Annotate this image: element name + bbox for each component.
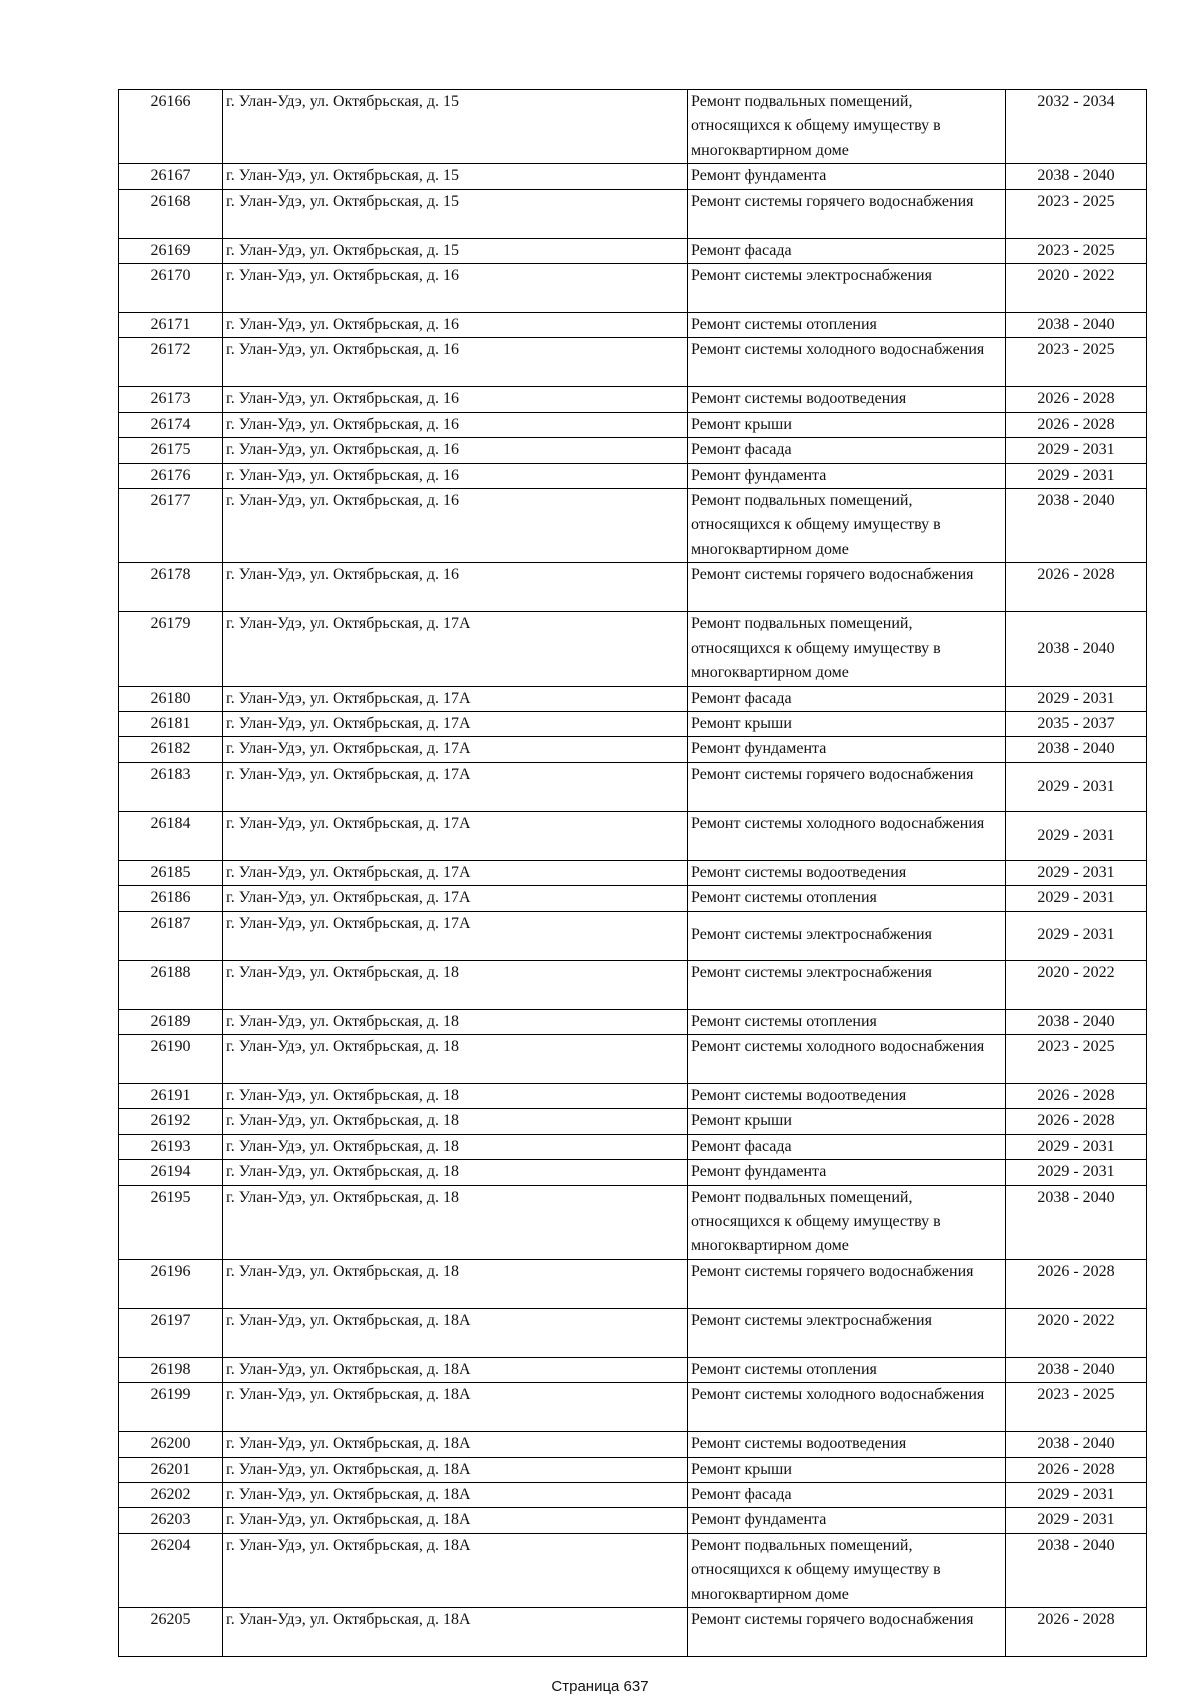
row-number: 26193 bbox=[119, 1134, 223, 1159]
work-type-cell: Ремонт системы электроснабжения bbox=[688, 1308, 1006, 1357]
table-row bbox=[119, 164, 1147, 189]
work-type-cell: Ремонт фасада bbox=[688, 238, 1006, 263]
work-type-cell: Ремонт системы холодного водоснабжения bbox=[688, 338, 1006, 387]
address-cell: г. Улан-Удэ, ул. Октябрьская, д. 18А bbox=[223, 1533, 688, 1607]
period-cell: 2023 - 2025 bbox=[1006, 1034, 1147, 1083]
work-type-cell: Ремонт фасада bbox=[688, 1134, 1006, 1159]
work-type-cell: Ремонт фундамента bbox=[688, 164, 1006, 189]
table-row bbox=[119, 1109, 1147, 1134]
row-number: 26205 bbox=[119, 1608, 223, 1657]
work-type-cell: Ремонт системы отопления bbox=[688, 1009, 1006, 1034]
work-type-cell: Ремонт системы электроснабжения bbox=[688, 960, 1006, 1009]
table-row bbox=[119, 1259, 1147, 1308]
row-number: 26168 bbox=[119, 189, 223, 238]
address-cell: г. Улан-Удэ, ул. Октябрьская, д. 18А bbox=[223, 1357, 688, 1382]
row-number: 26174 bbox=[119, 412, 223, 437]
table-row bbox=[119, 463, 1147, 488]
row-number: 26202 bbox=[119, 1483, 223, 1508]
row-number: 26186 bbox=[119, 886, 223, 911]
table-row bbox=[119, 762, 1147, 811]
table-row bbox=[119, 387, 1147, 412]
address-cell: г. Улан-Удэ, ул. Октябрьская, д. 17А bbox=[223, 737, 688, 762]
row-number: 26176 bbox=[119, 463, 223, 488]
period-cell: 2020 - 2022 bbox=[1006, 1308, 1147, 1357]
work-type-cell: Ремонт крыши bbox=[688, 711, 1006, 736]
period-cell: 2038 - 2040 bbox=[1006, 1432, 1147, 1457]
work-type-cell: Ремонт системы электроснабжения bbox=[688, 264, 1006, 313]
work-type-cell: Ремонт системы горячего водоснабжения bbox=[688, 762, 1006, 811]
period-cell: 2020 - 2022 bbox=[1006, 960, 1147, 1009]
row-number: 26191 bbox=[119, 1083, 223, 1108]
table-row bbox=[119, 960, 1147, 1009]
period-cell: 2038 - 2040 bbox=[1006, 1357, 1147, 1382]
period-cell: 2023 - 2025 bbox=[1006, 338, 1147, 387]
work-type-cell: Ремонт подвальных помещений, относящихся к общему имуществу в многоквартирном доме bbox=[688, 612, 1006, 686]
table-row bbox=[119, 1533, 1147, 1607]
row-number: 26172 bbox=[119, 338, 223, 387]
address-cell: г. Улан-Удэ, ул. Октябрьская, д. 18 bbox=[223, 1160, 688, 1185]
table-body bbox=[119, 90, 1147, 1657]
period-cell: 2026 - 2028 bbox=[1006, 1259, 1147, 1308]
address-cell: г. Улан-Удэ, ул. Октябрьская, д. 15 bbox=[223, 189, 688, 238]
work-type-cell: Ремонт подвальных помещений, относящихся к общему имуществу в многоквартирном доме bbox=[688, 489, 1006, 563]
row-number: 26177 bbox=[119, 489, 223, 563]
period-cell: 2038 - 2040 bbox=[1006, 737, 1147, 762]
work-type-cell: Ремонт крыши bbox=[688, 412, 1006, 437]
table-row bbox=[119, 563, 1147, 612]
address-cell: г. Улан-Удэ, ул. Октябрьская, д. 18 bbox=[223, 1034, 688, 1083]
period-cell: 2038 - 2040 bbox=[1006, 1009, 1147, 1034]
address-cell: г. Улан-Удэ, ул. Октябрьская, д. 16 bbox=[223, 438, 688, 463]
page-number: Страница 637 bbox=[551, 1678, 649, 1695]
row-number: 26203 bbox=[119, 1508, 223, 1533]
period-cell: 2038 - 2040 bbox=[1006, 1533, 1147, 1607]
row-number: 26183 bbox=[119, 762, 223, 811]
row-number: 26192 bbox=[119, 1109, 223, 1134]
address-cell: г. Улан-Удэ, ул. Октябрьская, д. 18А bbox=[223, 1432, 688, 1457]
work-type-cell: Ремонт фасада bbox=[688, 1483, 1006, 1508]
row-number: 26181 bbox=[119, 711, 223, 736]
period-cell: 2038 - 2040 bbox=[1006, 489, 1147, 563]
work-type-cell: Ремонт системы отопления bbox=[688, 1357, 1006, 1382]
row-number: 26197 bbox=[119, 1308, 223, 1357]
work-type-cell: Ремонт фасада bbox=[688, 686, 1006, 711]
address-cell: г. Улан-Удэ, ул. Октябрьская, д. 18 bbox=[223, 1109, 688, 1134]
table-row bbox=[119, 1432, 1147, 1457]
table-row bbox=[119, 1185, 1147, 1259]
row-number: 26166 bbox=[119, 90, 223, 164]
work-type-cell: Ремонт фундамента bbox=[688, 1160, 1006, 1185]
work-type-cell: Ремонт системы холодного водоснабжения bbox=[688, 1383, 1006, 1432]
table-row bbox=[119, 1009, 1147, 1034]
row-number: 26179 bbox=[119, 612, 223, 686]
period-cell: 2035 - 2037 bbox=[1006, 711, 1147, 736]
address-cell: г. Улан-Удэ, ул. Октябрьская, д. 17А bbox=[223, 762, 688, 811]
table-row bbox=[119, 1160, 1147, 1185]
address-cell: г. Улан-Удэ, ул. Октябрьская, д. 17А bbox=[223, 886, 688, 911]
table-row bbox=[119, 313, 1147, 338]
row-number: 26201 bbox=[119, 1457, 223, 1482]
period-cell: 2038 - 2040 bbox=[1006, 612, 1147, 686]
table-row bbox=[119, 1308, 1147, 1357]
table-row bbox=[119, 90, 1147, 164]
work-type-cell: Ремонт фасада bbox=[688, 438, 1006, 463]
address-cell: г. Улан-Удэ, ул. Октябрьская, д. 17А bbox=[223, 811, 688, 860]
work-type-cell: Ремонт системы водоотведения bbox=[688, 1083, 1006, 1108]
period-cell: 2029 - 2031 bbox=[1006, 438, 1147, 463]
work-type-cell: Ремонт системы отопления bbox=[688, 886, 1006, 911]
work-type-cell: Ремонт системы отопления bbox=[688, 313, 1006, 338]
work-type-cell: Ремонт системы водоотведения bbox=[688, 1432, 1006, 1457]
work-type-cell: Ремонт подвальных помещений, относящихся к общему имуществу в многоквартирном доме bbox=[688, 1185, 1006, 1259]
table-row bbox=[119, 737, 1147, 762]
period-cell: 2020 - 2022 bbox=[1006, 264, 1147, 313]
address-cell: г. Улан-Удэ, ул. Октябрьская, д. 16 bbox=[223, 489, 688, 563]
address-cell: г. Улан-Удэ, ул. Октябрьская, д. 16 bbox=[223, 387, 688, 412]
address-cell: г. Улан-Удэ, ул. Октябрьская, д. 16 bbox=[223, 563, 688, 612]
period-cell: 2026 - 2028 bbox=[1006, 1457, 1147, 1482]
address-cell: г. Улан-Удэ, ул. Октябрьская, д. 15 bbox=[223, 238, 688, 263]
period-cell: 2038 - 2040 bbox=[1006, 1185, 1147, 1259]
table-row bbox=[119, 1083, 1147, 1108]
period-cell: 2029 - 2031 bbox=[1006, 1160, 1147, 1185]
period-cell: 2032 - 2034 bbox=[1006, 90, 1147, 164]
address-cell: г. Улан-Удэ, ул. Октябрьская, д. 16 bbox=[223, 463, 688, 488]
period-cell: 2023 - 2025 bbox=[1006, 238, 1147, 263]
table-row bbox=[119, 264, 1147, 313]
row-number: 26178 bbox=[119, 563, 223, 612]
address-cell: г. Улан-Удэ, ул. Октябрьская, д. 18А bbox=[223, 1457, 688, 1482]
period-cell: 2038 - 2040 bbox=[1006, 164, 1147, 189]
address-cell: г. Улан-Удэ, ул. Октябрьская, д. 18 bbox=[223, 1134, 688, 1159]
work-type-cell: Ремонт системы электроснабжения bbox=[688, 911, 1006, 960]
work-type-cell: Ремонт системы водоотведения bbox=[688, 860, 1006, 885]
address-cell: г. Улан-Удэ, ул. Октябрьская, д. 17А bbox=[223, 911, 688, 960]
table-row bbox=[119, 489, 1147, 563]
row-number: 26199 bbox=[119, 1383, 223, 1432]
address-cell: г. Улан-Удэ, ул. Октябрьская, д. 18 bbox=[223, 1259, 688, 1308]
table-row bbox=[119, 1457, 1147, 1482]
row-number: 26184 bbox=[119, 811, 223, 860]
table-row bbox=[119, 1034, 1147, 1083]
work-type-cell: Ремонт системы водоотведения bbox=[688, 387, 1006, 412]
row-number: 26182 bbox=[119, 737, 223, 762]
period-cell: 2029 - 2031 bbox=[1006, 686, 1147, 711]
table-row bbox=[119, 438, 1147, 463]
work-type-cell: Ремонт системы горячего водоснабжения bbox=[688, 563, 1006, 612]
period-cell: 2029 - 2031 bbox=[1006, 811, 1147, 860]
work-type-cell: Ремонт подвальных помещений, относящихся к общему имуществу в многоквартирном доме bbox=[688, 1533, 1006, 1607]
table-row bbox=[119, 811, 1147, 860]
table-row bbox=[119, 686, 1147, 711]
address-cell: г. Улан-Удэ, ул. Октябрьская, д. 15 bbox=[223, 90, 688, 164]
period-cell: 2029 - 2031 bbox=[1006, 860, 1147, 885]
address-cell: г. Улан-Удэ, ул. Октябрьская, д. 17А bbox=[223, 686, 688, 711]
work-type-cell: Ремонт фундамента bbox=[688, 737, 1006, 762]
table-row bbox=[119, 886, 1147, 911]
row-number: 26189 bbox=[119, 1009, 223, 1034]
work-type-cell: Ремонт крыши bbox=[688, 1457, 1006, 1482]
period-cell: 2026 - 2028 bbox=[1006, 1109, 1147, 1134]
period-cell: 2026 - 2028 bbox=[1006, 1608, 1147, 1657]
row-number: 26175 bbox=[119, 438, 223, 463]
table-row bbox=[119, 860, 1147, 885]
period-cell: 2029 - 2031 bbox=[1006, 1134, 1147, 1159]
row-number: 26180 bbox=[119, 686, 223, 711]
work-type-cell: Ремонт системы горячего водоснабжения bbox=[688, 1259, 1006, 1308]
table-row bbox=[119, 911, 1147, 960]
address-cell: г. Улан-Удэ, ул. Октябрьская, д. 18А bbox=[223, 1308, 688, 1357]
period-cell: 2029 - 2031 bbox=[1006, 1483, 1147, 1508]
address-cell: г. Улан-Удэ, ул. Октябрьская, д. 16 bbox=[223, 313, 688, 338]
table-row bbox=[119, 238, 1147, 263]
address-cell: г. Улан-Удэ, ул. Октябрьская, д. 18А bbox=[223, 1508, 688, 1533]
work-type-cell: Ремонт системы горячего водоснабжения bbox=[688, 189, 1006, 238]
row-number: 26204 bbox=[119, 1533, 223, 1607]
table-row bbox=[119, 189, 1147, 238]
address-cell: г. Улан-Удэ, ул. Октябрьская, д. 17А bbox=[223, 612, 688, 686]
address-cell: г. Улан-Удэ, ул. Октябрьская, д. 18 bbox=[223, 1083, 688, 1108]
table-row bbox=[119, 1508, 1147, 1533]
row-number: 26170 bbox=[119, 264, 223, 313]
work-type-cell: Ремонт фундамента bbox=[688, 1508, 1006, 1533]
period-cell: 2023 - 2025 bbox=[1006, 1383, 1147, 1432]
work-type-cell: Ремонт подвальных помещений, относящихся к общему имуществу в многоквартирном доме bbox=[688, 90, 1006, 164]
row-number: 26187 bbox=[119, 911, 223, 960]
period-cell: 2029 - 2031 bbox=[1006, 463, 1147, 488]
row-number: 26169 bbox=[119, 238, 223, 263]
row-number: 26190 bbox=[119, 1034, 223, 1083]
row-number: 26171 bbox=[119, 313, 223, 338]
address-cell: г. Улан-Удэ, ул. Октябрьская, д. 18 bbox=[223, 1185, 688, 1259]
period-cell: 2026 - 2028 bbox=[1006, 387, 1147, 412]
row-number: 26195 bbox=[119, 1185, 223, 1259]
address-cell: г. Улан-Удэ, ул. Октябрьская, д. 18А bbox=[223, 1608, 688, 1657]
address-cell: г. Улан-Удэ, ул. Октябрьская, д. 17А bbox=[223, 711, 688, 736]
address-cell: г. Улан-Удэ, ул. Октябрьская, д. 15 bbox=[223, 164, 688, 189]
table-row bbox=[119, 412, 1147, 437]
table-row bbox=[119, 1608, 1147, 1657]
row-number: 26194 bbox=[119, 1160, 223, 1185]
period-cell: 2026 - 2028 bbox=[1006, 1083, 1147, 1108]
row-number: 26185 bbox=[119, 860, 223, 885]
period-cell: 2026 - 2028 bbox=[1006, 412, 1147, 437]
work-type-cell: Ремонт фундамента bbox=[688, 463, 1006, 488]
address-cell: г. Улан-Удэ, ул. Октябрьская, д. 18А bbox=[223, 1383, 688, 1432]
address-cell: г. Улан-Удэ, ул. Октябрьская, д. 16 bbox=[223, 264, 688, 313]
table-row bbox=[119, 1134, 1147, 1159]
table-row bbox=[119, 338, 1147, 387]
table-row bbox=[119, 1357, 1147, 1382]
period-cell: 2029 - 2031 bbox=[1006, 886, 1147, 911]
address-cell: г. Улан-Удэ, ул. Октябрьская, д. 17А bbox=[223, 860, 688, 885]
table-row bbox=[119, 711, 1147, 736]
address-cell: г. Улан-Удэ, ул. Октябрьская, д. 18 bbox=[223, 1009, 688, 1034]
work-type-cell: Ремонт системы холодного водоснабжения bbox=[688, 1034, 1006, 1083]
address-cell: г. Улан-Удэ, ул. Октябрьская, д. 18 bbox=[223, 960, 688, 1009]
period-cell: 2029 - 2031 bbox=[1006, 1508, 1147, 1533]
row-number: 26198 bbox=[119, 1357, 223, 1382]
row-number: 26167 bbox=[119, 164, 223, 189]
work-type-cell: Ремонт системы холодного водоснабжения bbox=[688, 811, 1006, 860]
period-cell: 2023 - 2025 bbox=[1006, 189, 1147, 238]
period-cell: 2026 - 2028 bbox=[1006, 563, 1147, 612]
period-cell: 2029 - 2031 bbox=[1006, 911, 1147, 960]
address-cell: г. Улан-Удэ, ул. Октябрьская, д. 16 bbox=[223, 412, 688, 437]
repair-schedule-table bbox=[118, 89, 1147, 1657]
work-type-cell: Ремонт системы горячего водоснабжения bbox=[688, 1608, 1006, 1657]
row-number: 26200 bbox=[119, 1432, 223, 1457]
work-type-cell: Ремонт крыши bbox=[688, 1109, 1006, 1134]
address-cell: г. Улан-Удэ, ул. Октябрьская, д. 16 bbox=[223, 338, 688, 387]
table-row bbox=[119, 1383, 1147, 1432]
row-number: 26188 bbox=[119, 960, 223, 1009]
row-number: 26196 bbox=[119, 1259, 223, 1308]
address-cell: г. Улан-Удэ, ул. Октябрьская, д. 18А bbox=[223, 1483, 688, 1508]
table-row bbox=[119, 612, 1147, 686]
row-number: 26173 bbox=[119, 387, 223, 412]
table-row bbox=[119, 1483, 1147, 1508]
period-cell: 2038 - 2040 bbox=[1006, 313, 1147, 338]
period-cell: 2029 - 2031 bbox=[1006, 762, 1147, 811]
